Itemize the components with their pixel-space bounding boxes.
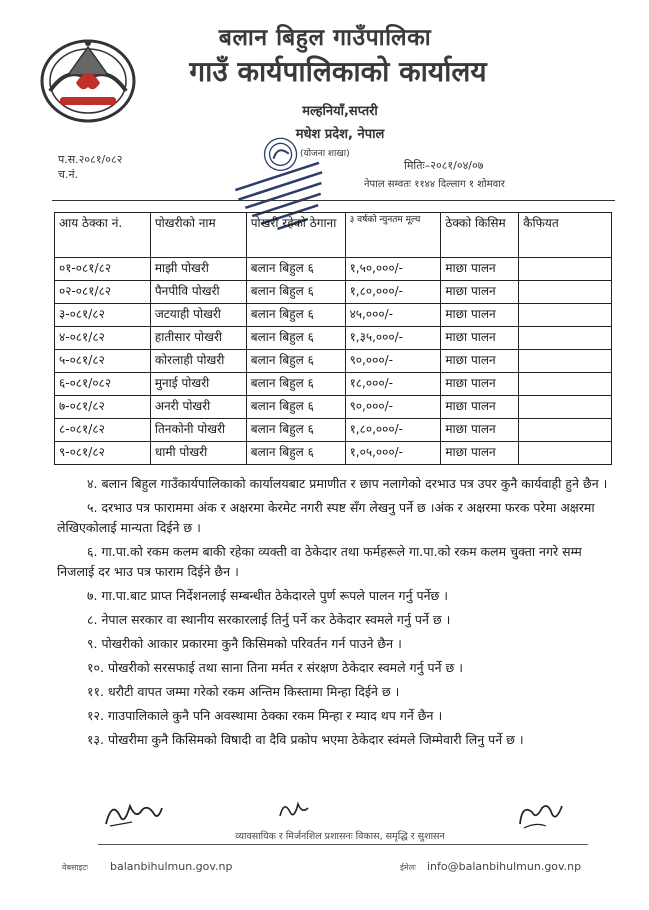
table-row <box>55 373 612 396</box>
lease-number-cell: ५-०८१/८२ <box>55 350 151 373</box>
min-price-cell: १,३५,०००/- <box>345 327 441 350</box>
min-price-cell: १,५०,०००/- <box>345 258 441 281</box>
min-price-cell: १,८०,०००/- <box>345 281 441 304</box>
lease-type-cell: माछा पालन <box>441 396 519 419</box>
signature-1 <box>102 796 164 832</box>
remarks-cell <box>519 396 612 419</box>
term-item: ६. गा.पा.को रकम कलम बाकी रहेका व्यक्ती वा ठेकेदार तथा फर्महरूले गा.पा.को रकम कलम चुक्ता नगरे सम्म निजलाई दर भाउ पत्र फाराम दिईने छैन । <box>57 544 582 579</box>
remarks-cell <box>519 350 612 373</box>
col-header-remarks: कैफियत <box>519 213 612 258</box>
term-item: ७. गा.पा.बाट प्राप्त निर्देशनलाई सम्बन्धीत ठेकेदारले पुर्ण रूपले पालन गर्नु पर्नेछ । <box>87 588 449 603</box>
location-cell: बलान बिहुल ६ <box>246 258 345 281</box>
signature-3 <box>516 798 564 832</box>
email-link[interactable]: info@balanbihulmun.gov.np <box>427 860 582 873</box>
table-row <box>55 281 612 304</box>
remarks-cell <box>519 419 612 442</box>
lease-number-cell: ४-०८१/८२ <box>55 327 151 350</box>
location-cell: बलान बिहुल ६ <box>246 396 345 419</box>
lease-number-cell: ८-०८१/८२ <box>55 419 151 442</box>
footer-divider <box>98 844 588 845</box>
min-price-cell: ४५,०००/- <box>345 304 441 327</box>
term-item: ८. नेपाल सरकार वा स्थानीय सरकारलाई तिर्नु पर्ने कर ठेकेदार स्वमले गर्नु पर्ने छ । <box>87 612 451 627</box>
lease-number-cell: ०२-०८१/८२ <box>55 281 151 304</box>
remarks-cell <box>519 373 612 396</box>
term-item: १२. गाउपालिकाले कुनै पनि अवस्थामा ठेक्का रकम मिन्हा र म्याद थप गर्ने छैन । <box>87 708 443 723</box>
lease-number-cell: ९-०८१/८२ <box>55 442 151 465</box>
col-header-pond-name: पोखरीको नाम <box>150 213 246 258</box>
footer-slogan: व्यावसायिक र मिर्जनशिल प्रशासनः विकास, समृद्धि र सुशासन <box>235 831 445 842</box>
lease-type-cell: माछा पालन <box>441 419 519 442</box>
location-cell: बलान बिहुल ६ <box>246 419 345 442</box>
lease-type-cell: माछा पालन <box>441 442 519 465</box>
pond-name-cell: जटयाही पोखरी <box>150 304 246 327</box>
col-header-lease-no: आय ठेक्का नं. <box>55 213 151 258</box>
min-price-cell: १,८०,०००/- <box>345 419 441 442</box>
min-price-cell: ९०,०००/- <box>345 396 441 419</box>
table-row <box>55 442 612 465</box>
nepal-emblem-icon <box>38 35 138 123</box>
remarks-cell <box>519 327 612 350</box>
lease-number-cell: ०१-०८१/८२ <box>55 258 151 281</box>
table-row <box>55 258 612 281</box>
location-cell: बलान बिहुल ६ <box>246 442 345 465</box>
website-label: वेबसाइटः <box>62 863 89 872</box>
table-row <box>55 304 612 327</box>
lease-type-cell: माछा पालन <box>441 281 519 304</box>
terms-list <box>57 474 617 754</box>
table-row <box>55 350 612 373</box>
signature-2 <box>276 796 312 824</box>
term-item: १०. पोखरीको सरसफाई तथा साना तिना मर्मत र संरक्षण ठेकेदार स्वमले गर्नु पर्ने छ । <box>87 660 464 675</box>
min-price-cell: १,०५,०००/- <box>345 442 441 465</box>
lease-type-cell: माछा पालन <box>441 258 519 281</box>
dispatch-number: च.नं. <box>58 168 79 181</box>
reference-number: प.स.२०८१/०८२ <box>58 153 123 166</box>
lease-number-cell: ३-०८१/८२ <box>55 304 151 327</box>
pond-name-cell: माझी पोखरी <box>150 258 246 281</box>
pond-name-cell: तिनकोनी पोखरी <box>150 419 246 442</box>
lease-number-cell: ७-०८१/८२ <box>55 396 151 419</box>
remarks-cell <box>519 258 612 281</box>
location-cell: बलान बिहुल ६ <box>246 281 345 304</box>
lease-type-cell: माछा पालन <box>441 373 519 396</box>
min-price-cell: १८,०००/- <box>345 373 441 396</box>
location-cell: बलान बिहुल ६ <box>246 327 345 350</box>
pond-name-cell: हातीसार पोखरी <box>150 327 246 350</box>
table-row <box>55 396 612 419</box>
lease-number-cell: ६-०८१/०८२ <box>55 373 151 396</box>
location-cell: बलान बिहुल ६ <box>246 350 345 373</box>
location-cell: बलान बिहुल ६ <box>246 373 345 396</box>
lease-type-cell: माछा पालन <box>441 327 519 350</box>
nepal-samvat-date: नेपाल सम्वतः ११४४ दिल्लाग १ शोमवार <box>364 179 505 190</box>
remarks-cell <box>519 442 612 465</box>
address-line1: मल्हनियाँ,सप्तरी <box>302 104 378 119</box>
term-item: ५. दरभाउ पत्र फाराममा अंक र अक्षरमा केरमेट नगरी स्पष्ट सँग लेखनु पर्ने छ ।अंक र अक्षरमा फरक परेमा अक्षरमा लेखिएकोलाई मान्यता दिईने छ । <box>57 500 595 535</box>
pond-name-cell: पैनपीवि पोखरी <box>150 281 246 304</box>
address-line2: मधेश प्रदेश, नेपाल <box>295 127 385 142</box>
col-header-lease-type: ठेक्को किसिम <box>441 213 519 258</box>
remarks-cell <box>519 281 612 304</box>
location-cell: बलान बिहुल ६ <box>246 304 345 327</box>
min-price-cell: ९०,०००/- <box>345 350 441 373</box>
pond-lease-table <box>54 212 612 465</box>
email-label: ईमेलः <box>400 863 416 872</box>
pond-name-cell: कोरलाही पोखरी <box>150 350 246 373</box>
pond-name-cell: मुनाई पोखरी <box>150 373 246 396</box>
lease-type-cell: माछा पालन <box>441 350 519 373</box>
term-item: १३. पोखरीमा कुनै किसिमको विषादी वा दैवि प्रकोप भएमा ठेकेदार स्वंमले जिम्मेवारी लिनु पर्ने छ । <box>87 732 524 747</box>
col-header-location: पोखरी रहेको ठेगाना <box>246 213 345 258</box>
header-divider <box>52 200 615 201</box>
lease-type-cell: माछा पालन <box>441 304 519 327</box>
pond-name-cell: अनरी पोखरी <box>150 396 246 419</box>
office-title-line2: गाउँ कार्यपालिकाको कार्यालय <box>189 55 487 88</box>
document-date: मितिः–२०८१/०४/०७ <box>404 159 484 172</box>
term-item: ९. पोखरीको आकार प्रकारमा कुनै किसिमको परिवर्तन गर्न पाउने छैन । <box>87 636 402 651</box>
term-item: ४. बलान बिहुल गाउँकार्यपालिकाको कार्यालयबाट प्रमाणीत र छाप नलागेको दरभाउ पत्र उपर कुनै कार्यवाही हुने छैन । <box>87 476 608 491</box>
table-row <box>55 327 612 350</box>
col-header-min-price: ३ वर्षको न्युनतम मूल्य <box>345 213 441 258</box>
remarks-cell <box>519 304 612 327</box>
pond-name-cell: धामी पोखरी <box>150 442 246 465</box>
term-item: ११. धरौटी वापत जम्मा गरेको रकम अन्तिम किस्तामा मिन्हा दिईने छ । <box>87 684 400 699</box>
table-header-row <box>55 213 612 258</box>
website-link[interactable]: balanbihulmun.gov.np <box>110 860 233 873</box>
table-row <box>55 419 612 442</box>
office-title-line1: बलान बिहुल गाउँपालिका <box>218 25 432 51</box>
address-line3: (योजना शाखा) <box>300 149 350 159</box>
